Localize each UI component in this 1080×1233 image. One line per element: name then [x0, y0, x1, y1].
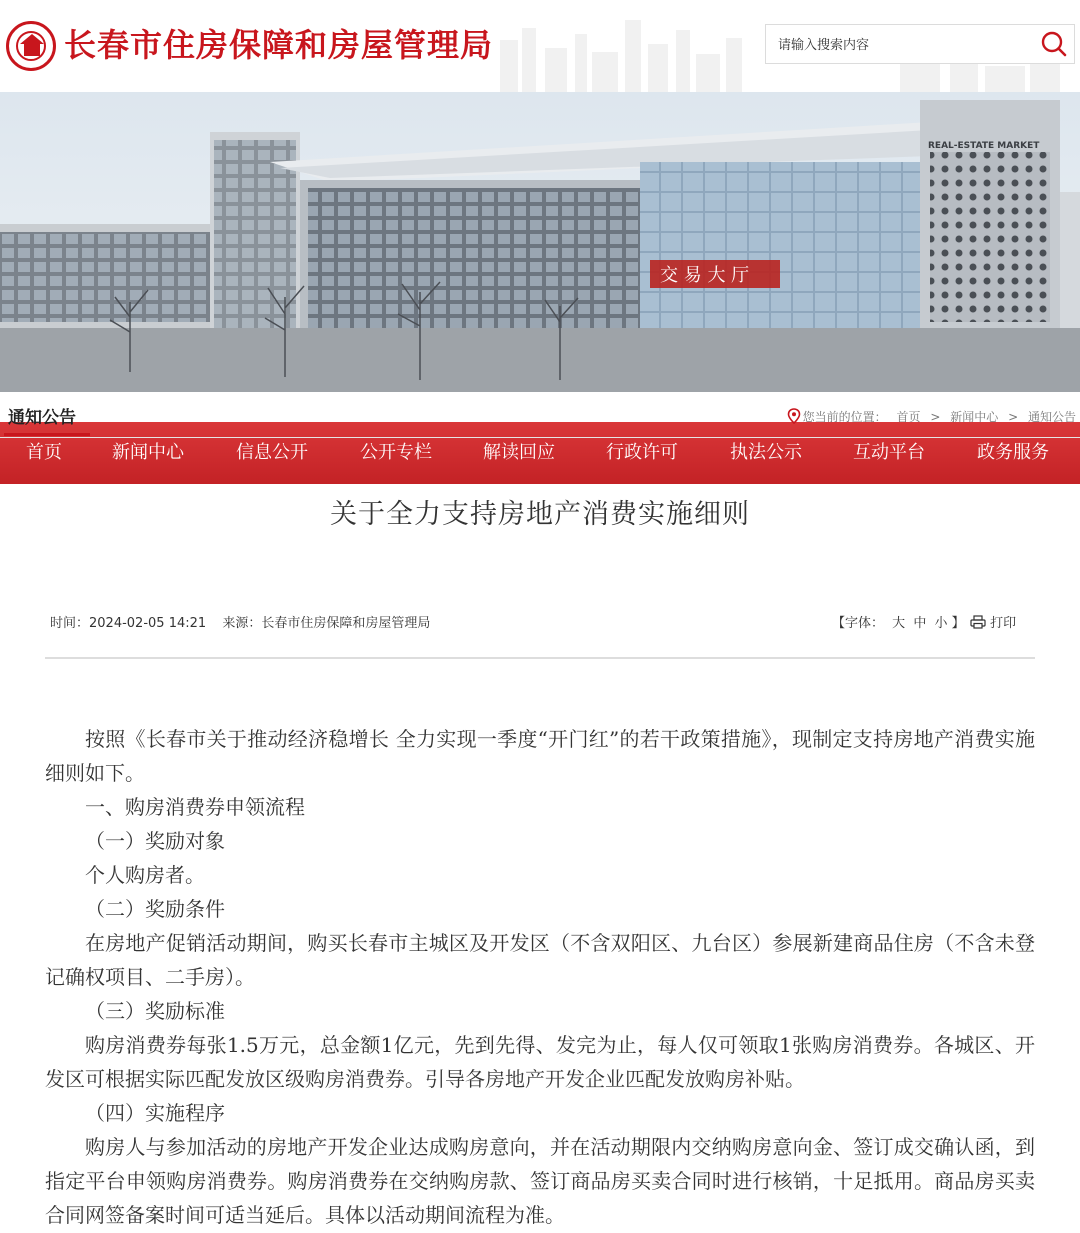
breadcrumb-label: 您当前的位置：: [802, 410, 887, 424]
section-underline: [4, 433, 90, 436]
logo-roof: [20, 34, 44, 44]
font-small-button[interactable]: 小: [934, 616, 948, 631]
heading-section-1: 一、购房消费券申领流程: [85, 795, 305, 819]
article-meta: [50, 612, 430, 631]
paragraph-reward-target: 个人购房者。: [85, 863, 205, 887]
time-label: 时间：: [50, 616, 90, 631]
search-box: [765, 24, 1075, 64]
bureau-seal-logo[interactable]: [6, 21, 56, 71]
font-medium-button[interactable]: 中: [913, 616, 927, 631]
print-label: 打印: [990, 616, 1017, 631]
paragraph-reward-standard: 购房消费券每张1.5万元，总金额1亿元，先到先得、发完为止，每人仅可领取1张购房消费券。各城区、开发区可根据实际匹配发放区级购房消费券。引导各房地产开发企业匹配发放购房补贴。: [45, 1033, 1035, 1091]
printer-icon: [970, 615, 986, 629]
building-sign: REAL-ESTATE MARKET: [928, 141, 1040, 151]
font-size-label: 【字体：: [832, 616, 885, 631]
heading-reward-target: （一）奖励对象: [85, 829, 225, 853]
trading-hall-illustration: [0, 92, 1080, 392]
nav-interaction[interactable]: 互动平台: [853, 442, 925, 463]
print-button[interactable]: [970, 612, 1016, 631]
breadcrumb: [787, 408, 1076, 425]
search-input[interactable]: [776, 25, 1040, 65]
heading-reward-standard: （三）奖励标准: [85, 999, 225, 1023]
section-title: 通知公告: [8, 408, 76, 428]
logo-house: [24, 44, 40, 56]
paragraph-intro: 按照《长春市关于推动经济稳增长 全力实现一季度“开门红”的若干政策措施》，现制定支持房地产消费实施细则如下。: [45, 727, 1035, 785]
search-button[interactable]: [1038, 29, 1070, 59]
font-large-button[interactable]: 大: [892, 616, 906, 631]
font-size-controls: [832, 612, 965, 631]
breadcrumb-home[interactable]: 首页: [896, 410, 921, 424]
nav-interpretation[interactable]: 解读回应: [483, 442, 555, 463]
publish-time: 2024-02-05 14:21: [89, 616, 207, 631]
article-source: 长春市住房保障和房屋管理局: [261, 616, 431, 631]
nav-info-disclosure[interactable]: 信息公开: [236, 442, 308, 463]
article-body: [45, 722, 1035, 1232]
nav-gov-service[interactable]: 政务服务: [977, 442, 1049, 463]
nav-news-center[interactable]: 新闻中心: [112, 442, 184, 463]
source-label: 来源：: [222, 616, 262, 631]
paragraph-procedure: 购房人与参加活动的房地产开发企业达成购房意向，并在活动期限内交纳购房意向金、签订成交确认函，到指定平台申领购房消费券。购房消费券在交纳购房款、签订商品房买卖合同时进行核销，十足抵用。商品房买卖合同网签备案时间可适当延后。具体以活动期间流程为准。: [45, 1135, 1035, 1227]
section-bar: [0, 393, 1080, 438]
site-title[interactable]: 长春市住房保障和房屋管理局: [64, 26, 494, 64]
nav-admin-license[interactable]: 行政许可: [606, 442, 678, 463]
breadcrumb-separator: >: [1008, 410, 1019, 424]
article-title: 关于全力支持房地产消费实施细则: [330, 499, 750, 530]
nav-open-column[interactable]: 公开专栏: [360, 442, 432, 463]
hall-sign: 交 易 大 厅: [660, 265, 750, 286]
paragraph-reward-conditions: 在房地产促销活动期间，购买长春市主城区及开发区（不含双阳区、九台区）参展新建商品住房（不含未登记确权项目、二手房）。: [45, 931, 1035, 989]
search-icon: [1038, 29, 1070, 59]
heading-procedure: （四）实施程序: [85, 1101, 225, 1125]
breadcrumb-separator: >: [930, 410, 941, 424]
breadcrumb-notices[interactable]: 通知公告: [1027, 410, 1076, 424]
location-pin-icon: [787, 408, 801, 424]
meta-divider: [45, 657, 1035, 659]
nav-law-enforcement[interactable]: 执法公示: [730, 442, 802, 463]
breadcrumb-news-center[interactable]: 新闻中心: [950, 410, 999, 424]
font-size-close: 】: [951, 616, 965, 631]
heading-reward-conditions: （二）奖励条件: [85, 897, 225, 921]
site-header: [0, 0, 1080, 92]
nav-home[interactable]: 首页: [26, 442, 62, 463]
